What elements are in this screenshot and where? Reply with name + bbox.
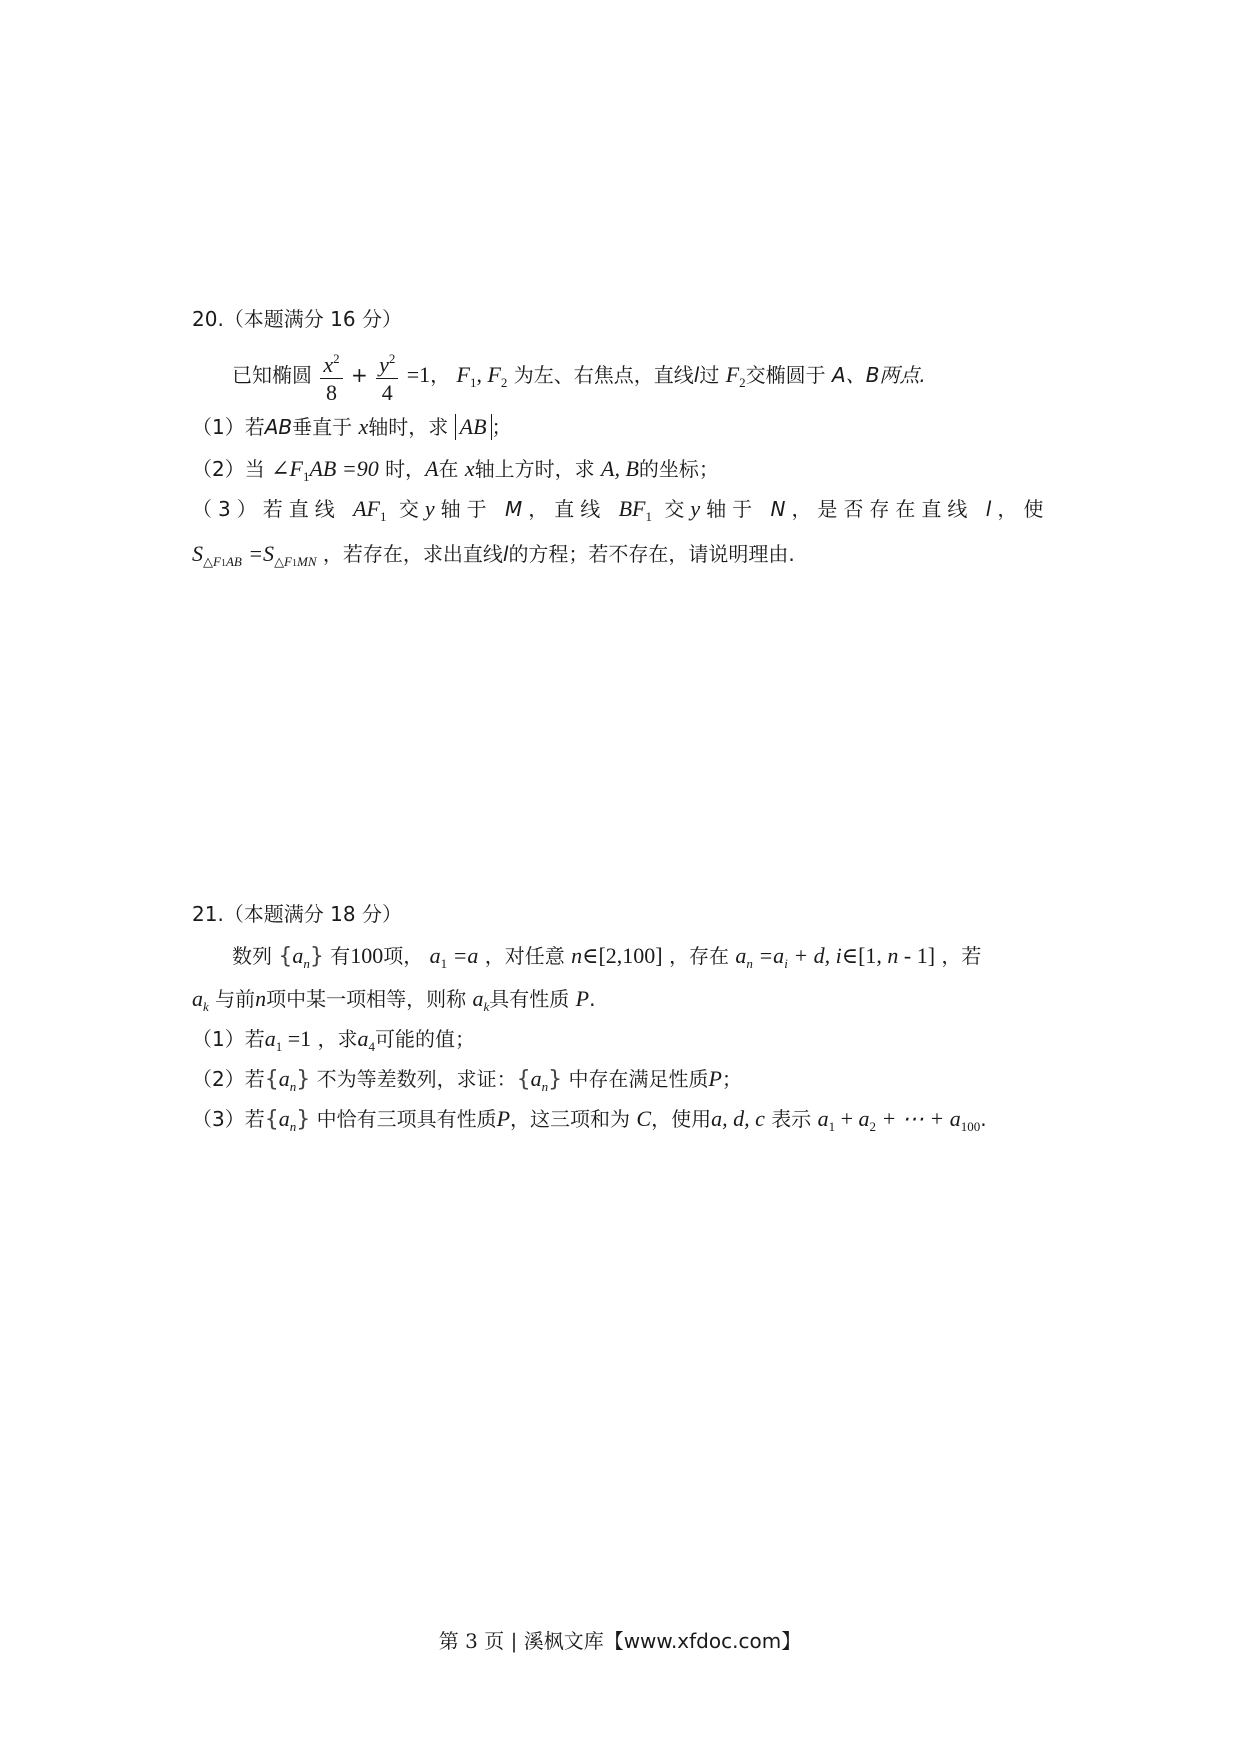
q21-part-3: （3）若$\{a_n\}$ 中恰有三项具有性质P，这三项和为 C，使用a, d, c 表示 $a_1 + a_2$ + ⋯ + $a_{100}$. <box>192 1106 987 1134</box>
q21-part-1: （1）若$a_1 =1$ ，求$a_4$可能的值； <box>192 1026 476 1054</box>
q21-heading: 21.（本题满分 18 分） <box>192 902 402 926</box>
footer-url[interactable]: www.xfdoc.com <box>623 1629 782 1653</box>
q20-part-3-line-1: （3）若直线 $AF_1$ 交y轴于 M，直线 $BF_1$ 交y轴于 N，是否存在直线 l，使 <box>192 496 1050 524</box>
q20-part-3-line-2: $S_{\triangle F1AB} =S_{\triangle F1MN}$ ，若存在，求出直线l的方程；若不存在，请说明理由. <box>192 541 795 569</box>
fraction-y2-over-4: $\frac{y^2}{4}$ <box>376 346 398 407</box>
q20-part-1: （1）若AB垂直于 x轴时，求 AB ； <box>192 414 512 439</box>
q20-part-2: （2）当 $\angle F_1AB =90$ 时，A在 x轴上方时，求 A, B的坐标； <box>192 456 719 484</box>
q21-part-2: （2）若$\{a_n\}$ 不为等差数列，求证：$\{a_n\}$ 中存在满足性质P； <box>192 1066 742 1094</box>
page-number-text: 第 3 页 | 溪枫文库 <box>438 1629 604 1653</box>
page-footer: 第 3 页 | 溪枫文库【www.xfdoc.com】 <box>438 1629 802 1653</box>
q21-intro-line-1: 数列 $\{a_n\}$ 有100项， $a_1 =a$ ，对任意 n∈[2,100] ，存在 $a_n =a_i + d$, i∈[1, n - 1] ，若 <box>232 943 982 971</box>
q20-heading: 20.（本题满分 16 分） <box>192 307 402 331</box>
fraction-x2-over-8: $\frac{x^2}{8}$ <box>320 346 342 407</box>
q21-intro-line-2: $a_k$ 与前n项中某一项相等，则称 $a_k$具有性质 P. <box>192 986 596 1014</box>
q20-intro: 已知椭圆 $\frac{x^2}{8}$ + $\frac{y^2}{4}$ =1， $F_1$, $F_2$ 为左、右焦点，直线l过 $F_2$交椭圆于 A、B两点. <box>232 345 926 413</box>
